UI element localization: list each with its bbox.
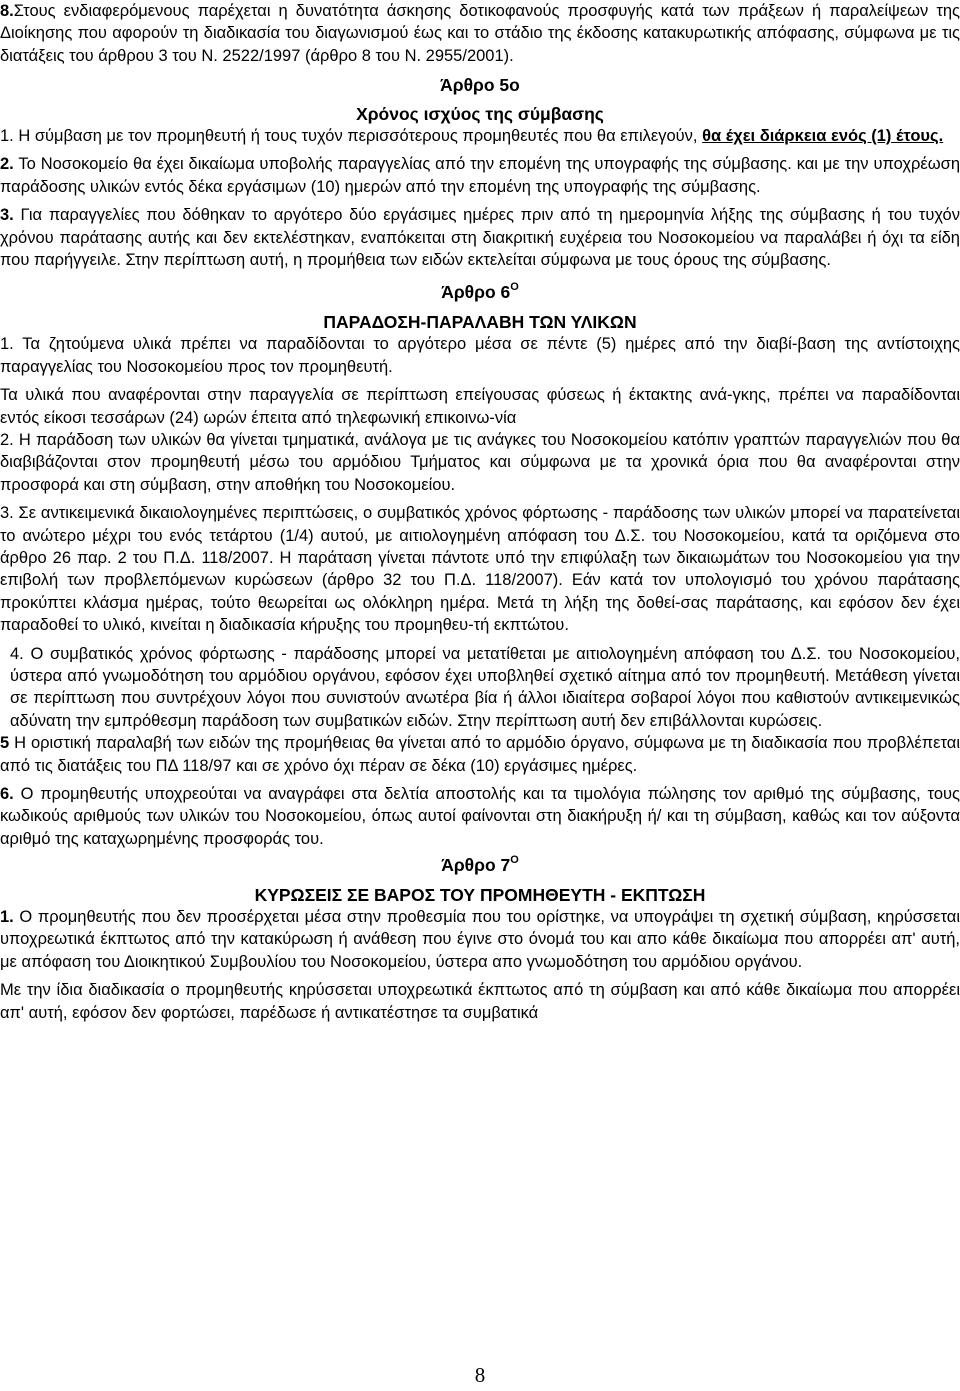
article-6-item-4: 4. Ο συμβατικός χρόνος φόρτωσης - παράδοσης μπορεί να μετατίθεται με αιτιολογημένη απόφαση του Δ.Σ. του Νοσοκομείου, ύστερα από γνωμοδότηση του αρμόδιου οργάνου, εφόσον έχει υποβληθεί σχετικό αίτημα από τον προμηθευτή. Μετάθεση γίνεται σε περίπτωση που συντρέχουν λόγοι που συνιστούν ανωτέρα βία ή άλλοι ιδιαίτερα σοβαροί λόγοι που καθιστούν αντικειμενικώς αδύνατη την εμπρόθεσμη παράδοση των συμβατικών ειδών. Στην περίπτωση αυτή δεν επιβάλλονται κυρώσεις. — [10, 644, 960, 730]
article-6-item-5 — [0, 732, 960, 777]
page-number: 8 — [474, 1363, 486, 1387]
article-6-item-3: 3. Σε αντικειμενικά δικαιολογημένες περιπτώσεις, ο συμβατικός χρόνος φόρτωσης - παράδοσης των υλικών μπορεί να παρατείνεται το ανώτερο μέχρι του ενός τετάρτου (1/4) αυτού, με αιτιολογημένη απόφαση του Δ.Σ. του Νοσοκομείου, κατά τα οριζόμενα στο άρθρο 26 παρ. 2 του Π.Δ. 118/2007. Η παράταση γίνεται πάντοτε υπό την επιφύλαξη των δικαιωμάτων του Νοσοκομείου για την επιβολή των προβλεπόμενων κυρώσεων (άρθρο 32 του Π.Δ. 118/2007). Εάν κατά τον υπολογισμό του χρόνου παράτασης προκύπτει κλάσμα ημέρας, τούτο θεωρείται ως ολόκληρη ημέρα. Μετά τη λήξη της δοθεί-σας παράτασης, και εφόσον δεν έχει παραδοθεί το υλικό, κινείται η διαδικασία κήρυξης του προμηθευ-τή εκπτώτου. — [0, 504, 960, 635]
item-text: Ο προμηθευτής που δεν προσέρχεται μέσα στην προθεσμία που του ορίστηκε, να υπογράψει τη σχετική σύμβαση, κηρύσσεται υποχρεωτικά έκπτωτος από την κατακύρωση ή ανάθεση που έγινε στο όνομά του και απο κάθε δικαίωμα που απορρέει απ' αυτή, με απόφαση του Διοικητικού Συμβουλίου του Νοσοκομείου, ύστερα απο γνωμοδότηση του αρμόδιου οργάνου. — [0, 908, 960, 971]
article-7-last-paragraph: Με την ίδια διαδικασία ο προμηθευτής κηρύσσεται υποχρεωτικά έκπτωτος από τη σύμβαση και από κάθε δικαίωμα που απορρέει απ' αυτή, εφόσον δεν φορτώσει, παρέδωσε ή αντικατέστησε τα συμβατικά — [0, 981, 960, 1022]
item-text: Για παραγγελίες που δόθηκαν το αργότερο δύο εργάσιμες ημέρες πριν από τη ημερομηνία λήξης της σύμβασης ή του τυχόν χρόνου παράτασης αυτής και δεν εκτελέστηκαν, εναπόκειται στη διακριτική ευχέρεια του Νοσοκομείου να παραλάβει ή όχι τα είδη που παρήγγειλε. Στην περίπτωση αυτή, η προμήθεια των ειδών εκτελείται σύμφωνα με τους όρους της σύμβασης. — [0, 206, 960, 270]
article-6-item-1: 1. Τα ζητούμενα υλικά πρέπει να παραδίδονται το αργότερο μέσα σε πέντε (5) ημέρες από την διαβί-βαση της αντίστοιχης παραγγελίας του Νοσοκομείου προς τον προμηθευτή. — [0, 335, 960, 376]
paragraph-text: Στους ενδιαφερόμενους παρέχεται η δυνατότητα άσκησης δοτικοφανούς προσφυγής κατά των πράξεων ή παραλείψεων της Διοίκησης που αφορούν τη διαδικασία του διαγωνισμού έως και το στάδιο της έκδοσης κατακυρωτικής απόφασης, σύμφωνα με τις διατάξεις του άρθρου 3 του Ν. 2522/1997 (άρθρο 8 του Ν. 2955/2001). — [0, 2, 960, 65]
article-5-title: Άρθρο 5ο — [440, 75, 520, 96]
article-5-item-2 — [0, 153, 960, 198]
title-superscript: Ο — [510, 281, 519, 294]
item-number: 2. — [0, 155, 14, 174]
article-7-item-1 — [0, 906, 960, 973]
article-6-urgent-delivery: Τα υλικά που αναφέρονται στην παραγγελία σε περίπτωση επείγουσας φύσεως ή έκτακτης ανά-γκης, πρέπει να παραδίδονται εντός είκοσι τεσσάρων (24) ωρών έπειτα από τηλεφωνική επικοινω-νία — [0, 386, 960, 427]
item-text: Ο προμηθευτής υποχρεούται να αναγράφει στα δελτία αποστολής και τα τιμολόγια πώλησης τον αριθμό της σύμβασης, τους κωδικούς αριθμούς των υλικών του Νοσοκομείου, όπως αυτοί φαίνονται στη διακήρυξη ή/ και τη σύμβαση, καθώς και τον αύξοντα αριθμό της καταχωρημένης προσφοράς του. — [0, 785, 960, 848]
item-text: 1. Η σύμβαση με τον προμηθευτή ή τους τυχόν περισσότερους προμηθευτές που θα επιλεγούν, — [0, 127, 703, 146]
title-text: Άρθρο 6 — [441, 282, 511, 303]
article-7-subtitle: ΚΥΡΩΣΕΙΣ ΣΕ ΒΑΡΟΣ ΤΟΥ ΠΡΟΜΗΘΕΥΤΗ - ΕΚΠΤΩΣΗ — [254, 884, 706, 905]
article-6-title — [0, 281, 960, 303]
article-5-item-1 — [0, 125, 960, 147]
item-number: 5 — [0, 734, 10, 753]
title-text: Άρθρο 7 — [441, 855, 511, 876]
item-number: 6. — [0, 785, 14, 803]
article-6-item-6 — [0, 783, 960, 850]
title-superscript: Ο — [510, 854, 519, 867]
article-6-subtitle: ΠΑΡΑΔΟΣΗ-ΠΑΡΑΛΑΒΗ ΤΩΝ ΥΛΙΚΩΝ — [323, 311, 637, 332]
article-5-item-3 — [0, 204, 960, 271]
item-text: Η οριστική παραλαβή των ειδών της προμήθειας θα γίνεται από το αρμόδιο όργανο, σύμφωνα με τη διαδικασία που προβλέπεται από τις διατάξεις του ΠΔ 118/97 και σε χρόνο όχι πέραν σε δέκα (10) εργάσιμες ημέρες. — [0, 734, 960, 775]
article-7-title — [0, 854, 960, 876]
item-number: 1. — [0, 908, 14, 927]
item-text: Το Νοσοκομείο θα έχει δικαίωμα υποβολής παραγγελίας από την επομένη της υπογραφής της σύμβασης. και με την υποχρέωση παράδοσης υλικών εντός δέκα εργάσιμων (10) ημερών από την επομένη της υπογραφής της σύμβασης. — [0, 155, 960, 196]
paragraph-8 — [0, 0, 960, 67]
item-emphasis: θα έχει διάρκεια ενός (1) έτους. — [702, 127, 944, 146]
article-6-item-2: 2. Η παράδοση των υλικών θα γίνεται τμηματικά, ανάλογα με τις ανάγκες του Νοσοκομείου κατόπιν γραπτών παραγγελιών που θα διαβιβάζονται στον προμηθευτή μέσω του αρμόδιου Τμήματος και σύμφωνα με τα χρονικά όρια που θα αναφέρονται στην προσφορά και στη σύμβαση, στην αποθήκη του Νοσοκομείου. — [0, 430, 960, 494]
article-5-subtitle: Χρόνος ισχύος της σύμβασης — [356, 103, 604, 124]
item-number: 3. — [0, 206, 14, 225]
paragraph-number: 8. — [0, 2, 14, 20]
